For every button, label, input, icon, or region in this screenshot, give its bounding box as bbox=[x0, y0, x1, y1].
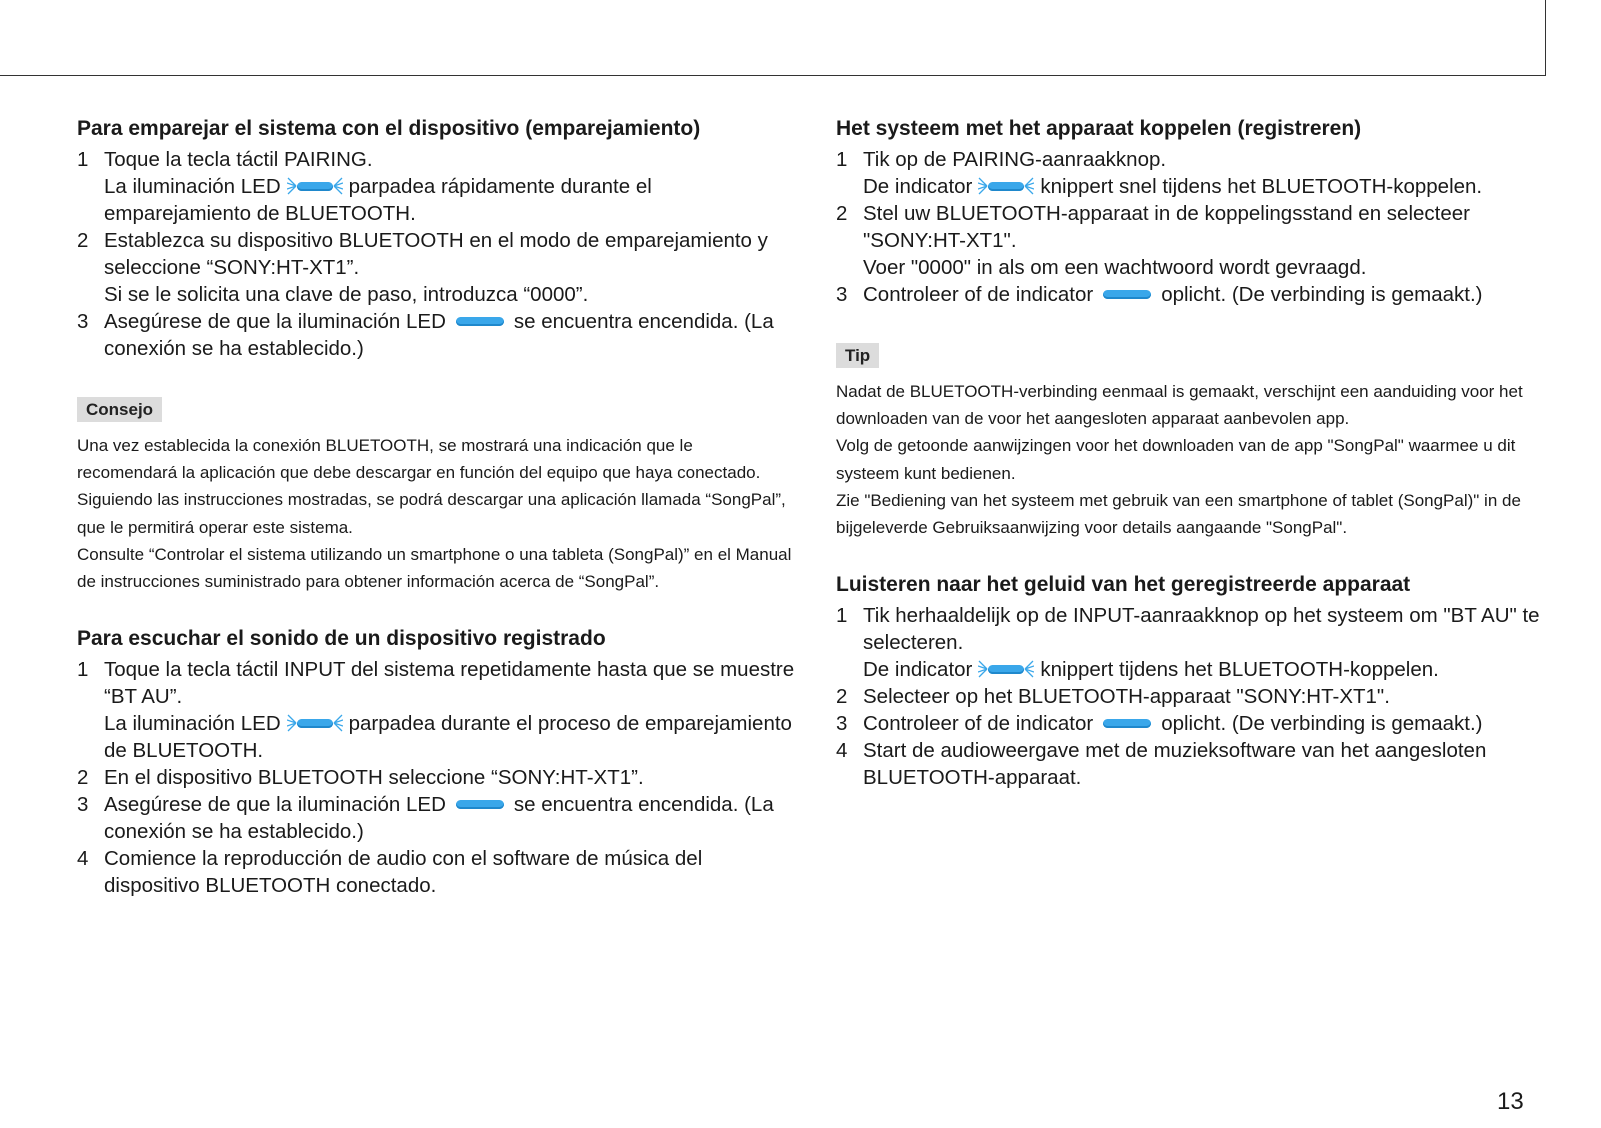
step-text: En el dispositivo BLUETOOTH seleccione “SONY:HT-XT1”. bbox=[104, 766, 644, 790]
step-number: 4 bbox=[836, 739, 848, 763]
step-item bbox=[77, 791, 797, 845]
tip-label-es: Consejo bbox=[77, 397, 162, 422]
step-text-pre: Controleer of de indicator bbox=[863, 283, 1094, 306]
step-number: 2 bbox=[77, 229, 89, 252]
led-blinking-icon bbox=[978, 180, 1034, 192]
step-item bbox=[836, 737, 1548, 791]
step-item bbox=[77, 764, 797, 791]
tip-label-nl: Tip bbox=[836, 343, 879, 368]
step-item bbox=[836, 602, 1548, 683]
led-blinking-icon bbox=[287, 180, 343, 192]
step-item bbox=[77, 227, 797, 308]
header-rule bbox=[0, 75, 1546, 76]
dutch-column bbox=[836, 115, 1548, 791]
step-item bbox=[836, 281, 1548, 308]
step-subtext-post: knippert snel tijdens het BLUETOOTH-koppelen. bbox=[1040, 175, 1483, 198]
step-item bbox=[77, 308, 797, 362]
step-item bbox=[836, 683, 1548, 710]
step-number: 1 bbox=[836, 148, 848, 171]
tip-line: Una vez establecida la conexión BLUETOOTH, se mostrará una indicación que le recomendará la aplicación que debe descargar en función del equipo que haya conectado. bbox=[77, 436, 761, 483]
tip-line: Nadat de BLUETOOTH-verbinding eenmaal is gemaakt, verschijnt een aanduiding voor het downloaden van de voor het aangesloten apparaat aanbevolen app. bbox=[836, 382, 1523, 429]
step-number: 2 bbox=[836, 202, 848, 225]
step-subtext: Voer "0000" in als om een wachtwoord wordt gevraagd. bbox=[863, 256, 1367, 279]
led-blinking-icon bbox=[287, 717, 343, 729]
step-text-post: oplicht. (De verbinding is gemaakt.) bbox=[1161, 712, 1483, 736]
step-subtext-post: knippert tijdens het BLUETOOTH-koppelen. bbox=[1040, 658, 1439, 682]
step-text-post: se encuentra encendida. (La conexión se ha establecido.) bbox=[104, 793, 774, 844]
step-subtext-pre: La iluminación LED bbox=[104, 175, 281, 198]
step-item bbox=[77, 845, 797, 899]
step-number: 2 bbox=[836, 685, 848, 709]
led-lit-icon bbox=[452, 315, 508, 327]
step-number: 3 bbox=[77, 793, 89, 817]
step-subtext-pre: De indicator bbox=[863, 658, 973, 682]
step-text: Selecteer op het BLUETOOTH-apparaat "SONY:HT-XT1". bbox=[863, 685, 1390, 709]
page-number: 13 bbox=[1497, 1088, 1524, 1115]
step-subtext bbox=[104, 710, 797, 764]
step-text: Comience la reproducción de audio con el software de música del dispositivo BLUETOOTH conectado. bbox=[104, 847, 703, 898]
step-text-pre: Asegúrese de que la iluminación LED bbox=[104, 310, 446, 333]
step-text: Stel uw BLUETOOTH-apparaat in de koppelingsstand en selecteer "SONY:HT-XT1". bbox=[863, 202, 1470, 252]
step-subtext-pre: De indicator bbox=[863, 175, 973, 198]
section-title-listen-nl: Luisteren naar het geluid van het geregistreerde apparaat bbox=[836, 573, 1411, 597]
step-text-pre: Asegúrese de que la iluminación LED bbox=[104, 793, 446, 817]
step-text-pre: Controleer of de indicator bbox=[863, 712, 1094, 736]
step-subtext-post: parpadea rápidamente durante el emparejamiento de BLUETOOTH. bbox=[104, 175, 652, 225]
step-text: Start de audioweergave met de muzieksoftware van het aangesloten BLUETOOTH-apparaat. bbox=[863, 739, 1487, 790]
tip-line: Siguiendo las instrucciones mostradas, se podrá descargar una aplicación llamada “SongPal”, que le permitirá operar este sistema. bbox=[77, 490, 786, 537]
tip-line: Zie "Bediening van het systeem met gebruik van een smartphone of tablet (SongPal)" in de bijgeleverde Gebruiksaanwijzing voor details aangaande "SongPal". bbox=[836, 490, 1521, 538]
led-lit-icon bbox=[1099, 288, 1155, 300]
listen-steps-nl bbox=[836, 602, 1548, 791]
step-subtext bbox=[863, 656, 1548, 683]
tip-body-es bbox=[77, 432, 797, 595]
led-lit-icon bbox=[1099, 717, 1155, 729]
step-text: Toque la tecla táctil INPUT del sistema repetidamente hasta que se muestre “BT AU”. bbox=[104, 658, 795, 709]
tip-line: Consulte “Controlar el sistema utilizando un smartphone o una tableta (SongPal)” en el Manual de instrucciones suministrado para obtener información acerca de “SongPal”. bbox=[77, 544, 792, 592]
step-number: 3 bbox=[836, 712, 848, 736]
step-number: 1 bbox=[77, 148, 89, 171]
step-subtext-pre: La iluminación LED bbox=[104, 712, 281, 736]
step-subtext-post: parpadea durante el proceso de emparejamiento de BLUETOOTH. bbox=[104, 712, 792, 763]
step-subtext bbox=[863, 173, 1548, 200]
section-title-pairing-es: Para emparejar el sistema con el dispositivo (emparejamiento) bbox=[77, 117, 701, 140]
spanish-column bbox=[77, 115, 797, 899]
tip-line: Volg de getoonde aanwijzingen voor het downloaden van de app "SongPal" waarmee u dit systeem kunt bedienen. bbox=[836, 436, 1516, 483]
step-number: 3 bbox=[77, 310, 89, 333]
step-text: Establezca su dispositivo BLUETOOTH en el modo de emparejamiento y seleccione “SONY:HT-XT1”. bbox=[104, 229, 768, 279]
listen-steps-es bbox=[77, 656, 797, 899]
step-item bbox=[836, 200, 1548, 281]
step-number: 1 bbox=[836, 604, 848, 628]
step-subtext bbox=[104, 173, 797, 227]
step-text: Tik herhaaldelijk op de INPUT-aanraakknop op het systeem om "BT AU" te selecteren. bbox=[863, 604, 1540, 655]
step-item bbox=[836, 710, 1548, 737]
step-text: Toque la tecla táctil PAIRING. bbox=[104, 148, 373, 171]
header-rule-vertical bbox=[1545, 0, 1546, 76]
step-number: 4 bbox=[77, 847, 89, 871]
step-item bbox=[836, 146, 1548, 200]
led-lit-icon bbox=[452, 798, 508, 810]
led-blinking-icon bbox=[978, 663, 1034, 675]
pairing-steps-nl bbox=[836, 146, 1548, 308]
step-number: 2 bbox=[77, 766, 89, 790]
step-text: Tik op de PAIRING-aanraakknop. bbox=[863, 148, 1167, 171]
tip-body-nl bbox=[836, 378, 1548, 541]
step-text-post: se encuentra encendida. (La conexión se ha establecido.) bbox=[104, 310, 774, 360]
step-number: 1 bbox=[77, 658, 89, 682]
step-number: 3 bbox=[836, 283, 848, 306]
step-item bbox=[77, 146, 797, 227]
section-title-pairing-nl: Het systeem met het apparaat koppelen (registreren) bbox=[836, 117, 1362, 140]
pairing-steps-es bbox=[77, 146, 797, 362]
section-title-listen-es: Para escuchar el sonido de un dispositivo registrado bbox=[77, 627, 606, 651]
step-subtext: Si se le solicita una clave de paso, introduzca “0000”. bbox=[104, 283, 589, 306]
step-item bbox=[77, 656, 797, 764]
step-text-post: oplicht. (De verbinding is gemaakt.) bbox=[1161, 283, 1483, 306]
